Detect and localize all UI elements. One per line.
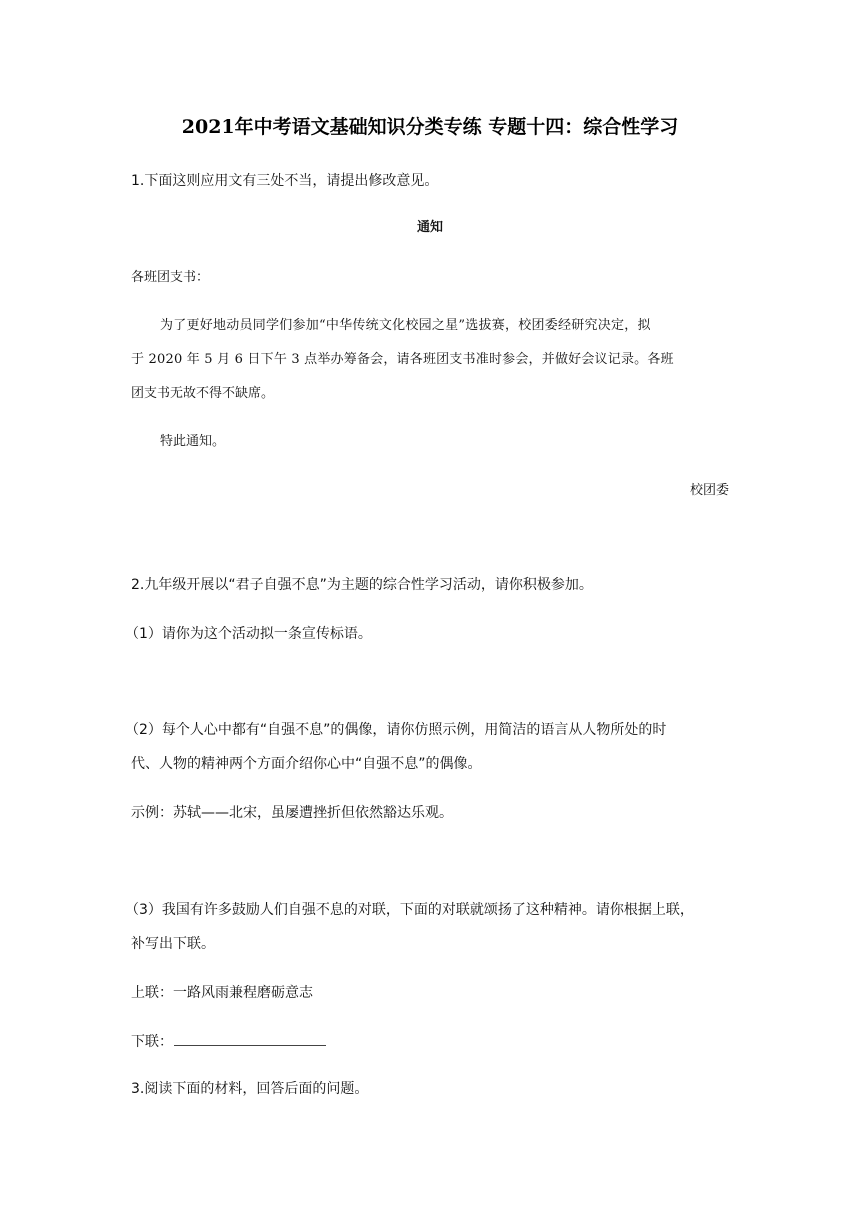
- question-2-prompt: 2.九年级开展以“君子自强不息”为主题的综合性学习活动，请你积极参加。: [131, 577, 593, 593]
- notice-signature: 校团委: [689, 483, 729, 498]
- lower-couplet-line: [131, 1033, 326, 1051]
- notice-closing: 特此通知。: [160, 434, 226, 449]
- question-3-prompt: 3.阅读下面的材料，回答后面的问题。: [131, 1081, 369, 1097]
- notice-body-line-3: 团支书无故不得不缺席。: [131, 386, 275, 401]
- question-2-sub-2-line-2: 代、人物的精神两个方面介绍你心中“自强不息”的偶像。: [131, 756, 482, 772]
- question-2-sub-2-line-1: （2）每个人心中都有“自强不息”的偶像，请你仿照示例，用简洁的语言从人物所处的时: [125, 722, 667, 738]
- question-1-prompt: 1.下面这则应用文有三处不当，请提出修改意见。: [131, 173, 439, 189]
- notice-heading: 通知: [416, 220, 443, 235]
- question-2-example: 示例：苏轼——北宋，虽屡遭挫折但依然豁达乐观。: [131, 805, 453, 821]
- question-2-sub-3-line-2: 补写出下联。: [131, 936, 215, 952]
- upper-couplet: 上联：一路风雨兼程磨砺意志: [131, 985, 313, 1001]
- question-2-sub-3-line-1: （3）我国有许多鼓励人们自强不息的对联，下面的对联就颂扬了这种精神。请你根据上联，: [125, 902, 694, 918]
- lower-couplet-answer-blank[interactable]: [174, 1033, 326, 1046]
- document-title: 2021年中考语文基础知识分类专练 专题十四：综合性学习: [181, 116, 679, 138]
- notice-body-line-1: 为了更好地动员同学们参加“中华传统文化校园之星”选拔赛，校团委经研究决定，拟: [160, 318, 651, 333]
- lower-couplet-label: 下联：: [131, 1034, 173, 1050]
- notice-body-line-2: 于 2020 年 5 月 6 日下午 3 点举办筹备会，请各班团支书准时参会，并做好会议记录。各班: [131, 352, 674, 367]
- question-2-sub-1: （1）请你为这个活动拟一条宣传标语。: [125, 626, 372, 642]
- notice-salutation: 各班团支书：: [131, 270, 210, 285]
